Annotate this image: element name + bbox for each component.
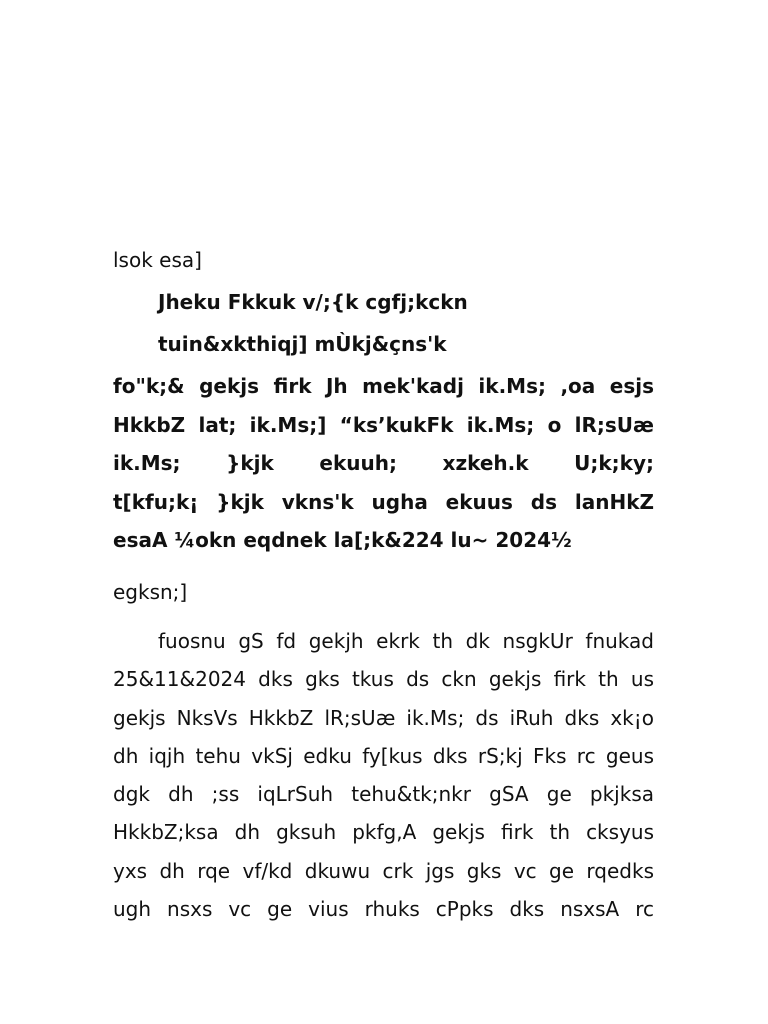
body-line: gekjs NksVs HkkbZ lR;sUæ ik.Ms; ds iRuh dks xk¡o bbox=[113, 705, 654, 730]
subject-line: esaA ¼okn eqdnek la[;k&224 lu~ 2024½ bbox=[113, 528, 572, 552]
subject-block bbox=[113, 367, 654, 560]
subject-line: ik.Ms; }kjk ekuuh; xzkeh.k U;k;ky; bbox=[113, 451, 654, 475]
subject-line: HkkbZ lat; ik.Ms;] “ks’kukFk ik.Ms; o lR;sUæ bbox=[113, 412, 654, 437]
body-line: dgk dh ;ss iqLrSuh tehu&tk;nkr gSA ge pkjksa bbox=[113, 782, 654, 807]
body-line: ugh nsxs vc ge vius rhuks cPpks dks nsxsA rc bbox=[113, 897, 654, 922]
body-paragraph bbox=[113, 622, 654, 928]
body-line: 25&11&2024 dks gks tkus ds ckn gekjs firk th us bbox=[113, 667, 654, 692]
addressee-line-1: Jheku Fkkuk v/;{k cgfj;kckn bbox=[158, 290, 468, 314]
addressee-line-2: tuin&xkthiqj] mÙkj&çns'k bbox=[158, 332, 447, 356]
body-line: fuosnu gS fd gekjh ekrk th dk nsgkUr fnukad bbox=[158, 629, 654, 653]
subject-line: t[kfu;k¡ }kjk vkns'k ugha ekuus ds lanHkZ bbox=[113, 489, 654, 514]
subject-line: fo"k;& gekjs firk Jh mek'kadj ik.Ms; ,oa esjs bbox=[113, 374, 654, 398]
body-line: yxs dh rqe vf/kd dkuwu crk jgs gks vc ge rqedks bbox=[113, 858, 654, 883]
body-line: dh iqjh tehu vkSj edku fy[kus dks rS;kj Fks rc geus bbox=[113, 743, 654, 768]
greeting: egksn;] bbox=[113, 580, 188, 604]
body-line: HkkbZ;ksa dh gksuh pkfg,A gekjs firk th cksyus bbox=[113, 820, 654, 845]
salutation: lsok esa] bbox=[113, 248, 202, 272]
